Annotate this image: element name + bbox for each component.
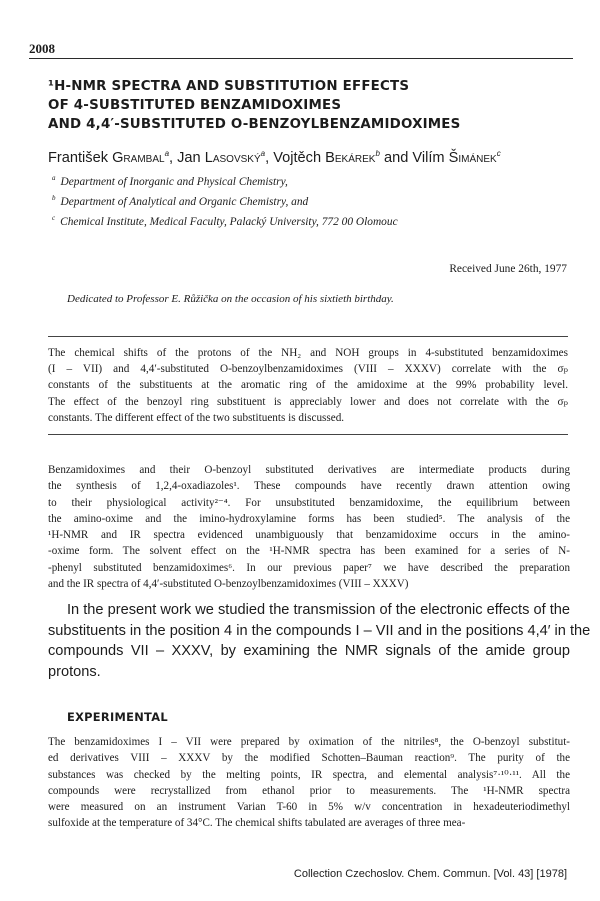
author: František Grambal$^a$, xyxy=(48,149,178,166)
received-date: Received June 26th, 1977 xyxy=(449,263,567,275)
abstract-line: The chemical shifts of the protons of the NH₂ and NOH groups in 4-substituted benzamidoximes xyxy=(48,347,568,359)
page-number: 2008 xyxy=(29,41,55,56)
text-line: -oxime form. The solvent effect on the ¹H-NMR spectra has been examined for a series of N- xyxy=(48,545,570,558)
title-line: OF 4-SUBSTITUTED BENZAMIDOXIMES xyxy=(48,98,342,113)
affiliation: $^c$ Chemical Institute, Medical Faculty, Palacký University, 772 00 Olomouc xyxy=(52,213,398,228)
text-line: compounds VII – XXXV, by examining the NMR signals of the amide group xyxy=(48,643,570,659)
abstract-line: (I – VII) and 4,4′-substituted O-benzoylbenzamidoximes (VIII – XXXV) correlate with the σₚ xyxy=(48,363,568,376)
text-line: to their physiological activity²⁻⁴. For unsubstituted benzamidoxime, the equilibrium between xyxy=(48,496,570,509)
text-line: compounds were recrystallized from ethanol prior to measurements. The ¹H-NMR spectra xyxy=(48,784,570,797)
abstract-line: constants of the substituents at the aromatic ring of the amidoxime at the 99% probability level. xyxy=(48,379,568,392)
intro-paragraph xyxy=(48,462,570,592)
author: Vilím Šimánek$^c$ xyxy=(412,149,501,166)
text-line: substituents in the position 4 in the compounds I – VII and in the positions 4,4′ in the xyxy=(48,622,591,639)
text-line: sulfoxide at the temperature of 34°C. The chemical shifts tabulated are averages of three mea- xyxy=(48,817,466,830)
section-heading: EXPERIMENTAL xyxy=(67,710,168,724)
title-line: ¹H-NMR SPECTRA AND SUBSTITUTION EFFECTS xyxy=(48,79,410,94)
text-line: The benzamidoximes I – VII were prepared by oximation of the nitriles⁸, the O-benzoyl substitut- xyxy=(48,736,570,748)
author: Jan Lasovský$^a$, xyxy=(177,149,274,166)
text-line: the amino-oxime and the imino-hydroxylamine forms has been studied⁵. The analysis of the xyxy=(48,512,570,525)
present-work-paragraph xyxy=(48,600,591,682)
abstract-line: The effect of the benzoyl ring substituent is appreciably lower and does not correlate with the σₚ xyxy=(48,395,568,408)
text-line: ed derivatives VIII – XXXV by the modified Schotten–Bauman reaction⁹. The purity of the xyxy=(48,752,570,765)
text-line: -phenyl substituted benzamidoximes⁶. In our previous paper⁷ we have described the preparation xyxy=(48,561,570,574)
journal-footer: Collection Czechoslov. Chem. Commun. [Vol. 43] [1978] xyxy=(293,868,567,880)
affiliation: $^a$ Department of Inorganic and Physical Chemistry, xyxy=(52,174,288,188)
abstract-line: constants. The different effect of the two substituents is discussed. xyxy=(48,411,345,424)
article-title xyxy=(48,77,568,134)
text-line: Benzamidoximes and their O-benzoyl substituted derivatives are intermediate products during xyxy=(48,464,570,476)
text-line: were measured on an instrument Varian T-60 in 5% w/v concentration in hexadeuteriodimethyl xyxy=(48,801,570,814)
dedication: Dedicated to Professor E. Růžička on the occasion of his sixtieth birthday. xyxy=(67,293,394,305)
text-line: and the IR spectra of 4,4′-substituted O-benzoylbenzamidoximes (VIII – XXXV) xyxy=(48,578,409,591)
text-line: In the present work we studied the transmission of the electronic effects of the xyxy=(67,602,570,618)
affiliation-list xyxy=(52,170,398,229)
affiliation: $^b$ Department of Analytical and Organic Chemistry, and xyxy=(52,193,309,208)
abstract-bottom-rule xyxy=(48,434,568,435)
author: Vojtěch Bekárek$^b$ and xyxy=(273,149,413,166)
text-line: ¹H-NMR and IR spectra evidenced unambiguously that benzamidoxime occurs in the amino- xyxy=(48,529,570,542)
text-line: protons. xyxy=(48,663,101,680)
text-line: the synthesis of 1,2,4-oxadiazoles¹. These compounds have recently drawn attention owing xyxy=(48,480,570,493)
experimental-paragraph xyxy=(48,734,570,832)
text-line: substances was checked by the melting points, IR spectra, and elemental analysis⁷·¹⁰·¹¹. All the xyxy=(48,768,570,781)
abstract xyxy=(48,345,568,426)
author-list xyxy=(48,149,501,166)
header-rule xyxy=(29,58,573,59)
title-line: AND 4,4′-SUBSTITUTED O-BENZOYLBENZAMIDOXIMES xyxy=(48,117,461,132)
abstract-top-rule xyxy=(48,336,568,337)
